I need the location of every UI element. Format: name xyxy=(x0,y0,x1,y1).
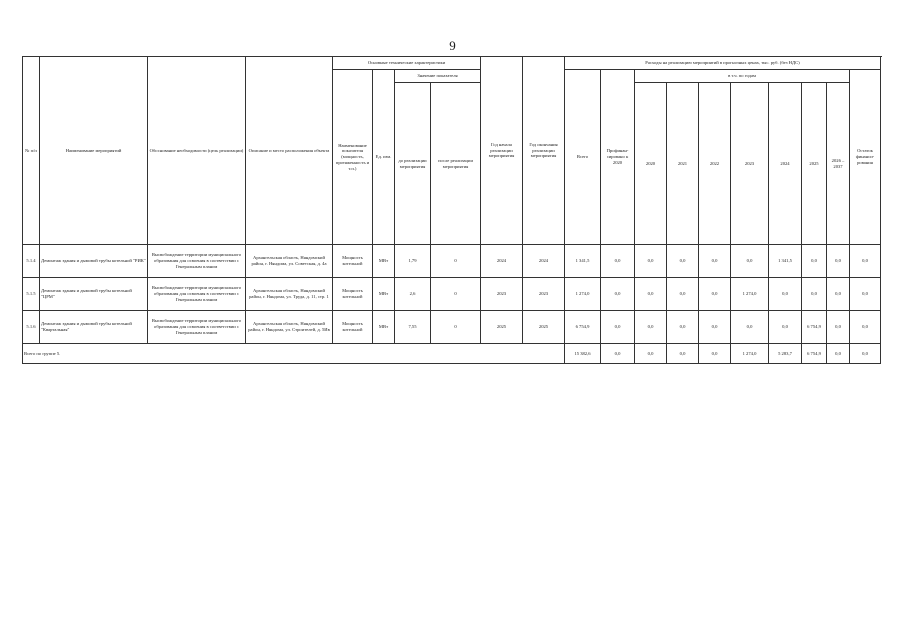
cell-total: 1 341,5 xyxy=(565,245,601,278)
cell-year: 0,0 xyxy=(635,311,667,344)
header-tech: Основные технические характеристики xyxy=(333,57,481,70)
cell-start-year: 2023 xyxy=(481,278,523,311)
total-row xyxy=(23,344,881,364)
cell-year: 0,0 xyxy=(731,245,769,278)
cell-remainder: 0,0 xyxy=(850,311,881,344)
cell-year: 0,0 xyxy=(827,311,850,344)
total-cell-remainder: 0,0 xyxy=(850,344,881,364)
cell-end-year: 2023 xyxy=(523,278,565,311)
total-cell-year: 6 754,9 xyxy=(802,344,827,364)
header-year: 2026 – 2037 xyxy=(827,83,850,245)
cell-unit: МВт xyxy=(373,311,395,344)
table-row xyxy=(23,245,881,278)
cell-year: 0,0 xyxy=(769,311,802,344)
cell-year: 0,0 xyxy=(699,311,731,344)
total-label: Всего по группе 5. xyxy=(23,344,565,364)
header-unit: Ед. изм. xyxy=(373,70,395,245)
cell-num: 5.1.6 xyxy=(23,311,40,344)
header-year: 2022 xyxy=(699,83,731,245)
header-num: № п/п xyxy=(23,57,40,245)
cell-financed: 0,0 xyxy=(601,278,635,311)
cell-year: 0,0 xyxy=(827,245,850,278)
cell-financed: 0,0 xyxy=(601,311,635,344)
cell-unit: МВт xyxy=(373,278,395,311)
header-remainder: Остаток финанси-рования xyxy=(850,70,881,245)
cell-name: Демонтаж здания и дымовой трубы котельной "РИК" xyxy=(40,245,148,278)
header-costs: Расходы на реализацию мероприятий в прогнозных ценах, тыс. руб. (без НДС) xyxy=(565,57,881,70)
cell-year: 0,0 xyxy=(667,245,699,278)
header-year: 2023 xyxy=(731,83,769,245)
total-cell-year: 0,0 xyxy=(635,344,667,364)
cell-num: 5.1.4 xyxy=(23,245,40,278)
header-justification: Обоснование необходимости (цель реализации) xyxy=(148,57,246,245)
total-cell-year: 0,0 xyxy=(699,344,731,364)
cell-end-year: 2025 xyxy=(523,311,565,344)
header-end-year: Год окончания реализации мероприятия xyxy=(523,57,565,245)
cell-end-year: 2024 xyxy=(523,245,565,278)
cell-location: Архангельская область, Няндомский район, г. Няндома, ул. Труда, д. 11, стр. 1 xyxy=(246,278,333,311)
cell-year: 0,0 xyxy=(699,278,731,311)
cell-unit: МВт xyxy=(373,245,395,278)
cell-financed: 0,0 xyxy=(601,245,635,278)
header-year: 2025 xyxy=(802,83,827,245)
cell-justification: Высвобождение территории муниципального образования для освоения в соответствии с Генеральным планом xyxy=(148,278,246,311)
table-header xyxy=(23,57,881,245)
cell-before: 1,79 xyxy=(395,245,431,278)
cell-name: Демонтаж здания и дымовой трубы котельной "Квартальная" xyxy=(40,311,148,344)
cell-remainder: 0,0 xyxy=(850,245,881,278)
cell-year: 0,0 xyxy=(731,311,769,344)
cell-justification: Высвобождение территории муниципального образования для освоения в соответствии с Генеральным планом xyxy=(148,245,246,278)
cell-num: 5.1.5 xyxy=(23,278,40,311)
header-location: Описание и место расположения объекта xyxy=(246,57,333,245)
table-wrapper xyxy=(22,56,880,364)
cell-location: Архангельская область, Няндомский район, г. Няндома, ул. Советская, д. 4а xyxy=(246,245,333,278)
cell-year: 1 341,5 xyxy=(769,245,802,278)
cell-year: 0,0 xyxy=(769,278,802,311)
cell-before: 7,55 xyxy=(395,311,431,344)
cell-location: Архангельская область, Няндомский район, г. Няндома, ул. Строителей, д. 5Ив xyxy=(246,311,333,344)
header-year: 2021 xyxy=(667,83,699,245)
cell-year: 0,0 xyxy=(667,311,699,344)
page-number: 9 xyxy=(449,38,456,53)
table-body xyxy=(23,245,881,364)
total-cell-financed: 0,0 xyxy=(601,344,635,364)
cell-total: 1 274,0 xyxy=(565,278,601,311)
header-year: 2020 xyxy=(635,83,667,245)
cell-year: 0,0 xyxy=(802,278,827,311)
header-after: после реализации мероприятия xyxy=(431,83,481,245)
cell-remainder: 0,0 xyxy=(850,278,881,311)
cell-before: 2,6 xyxy=(395,278,431,311)
cell-name: Демонтаж здания и дымовой трубы котельной "ЦРМ" xyxy=(40,278,148,311)
cell-year: 0,0 xyxy=(802,245,827,278)
header-before: до реализации мероприятия xyxy=(395,83,431,245)
cell-after: 0 xyxy=(431,245,481,278)
total-cell-year: 0,0 xyxy=(827,344,850,364)
cell-year: 1 274,0 xyxy=(731,278,769,311)
header-name: Наименование мероприятий xyxy=(40,57,148,245)
table-row xyxy=(23,278,881,311)
total-cell-year: 5 283,7 xyxy=(769,344,802,364)
header-start-year: Год начала реализации мероприятия xyxy=(481,57,523,245)
cell-start-year: 2025 xyxy=(481,311,523,344)
header-financed: Профинан-сировано к 2020 xyxy=(601,70,635,245)
cell-tech-name: Мощность котельной xyxy=(333,245,373,278)
cell-year: 0,0 xyxy=(699,245,731,278)
cell-year: 0,0 xyxy=(635,245,667,278)
cell-year: 0,0 xyxy=(635,278,667,311)
header-year: 2024 xyxy=(769,83,802,245)
total-cell-total: 15 382,6 xyxy=(565,344,601,364)
total-cell-year: 1 274,0 xyxy=(731,344,769,364)
header-value: Значение показателя xyxy=(395,70,481,83)
header-tech-name: Наименование показателя (мощность, протяженность и т.п.) xyxy=(333,70,373,245)
cell-year: 0,0 xyxy=(827,278,850,311)
cell-year: 0,0 xyxy=(667,278,699,311)
measures-table xyxy=(22,56,881,364)
cell-tech-name: Мощность котельной xyxy=(333,278,373,311)
cell-after: 0 xyxy=(431,278,481,311)
total-cell-year: 0,0 xyxy=(667,344,699,364)
header-total: Всего xyxy=(565,70,601,245)
table-row xyxy=(23,311,881,344)
cell-tech-name: Мощность котельной xyxy=(333,311,373,344)
cell-after: 0 xyxy=(431,311,481,344)
header-by-years: в т.ч. по годам xyxy=(635,70,850,83)
cell-year: 6 754,9 xyxy=(802,311,827,344)
cell-justification: Высвобождение территории муниципального образования для освоения в соответствии с Генеральным планом xyxy=(148,311,246,344)
cell-total: 6 754,9 xyxy=(565,311,601,344)
cell-start-year: 2024 xyxy=(481,245,523,278)
